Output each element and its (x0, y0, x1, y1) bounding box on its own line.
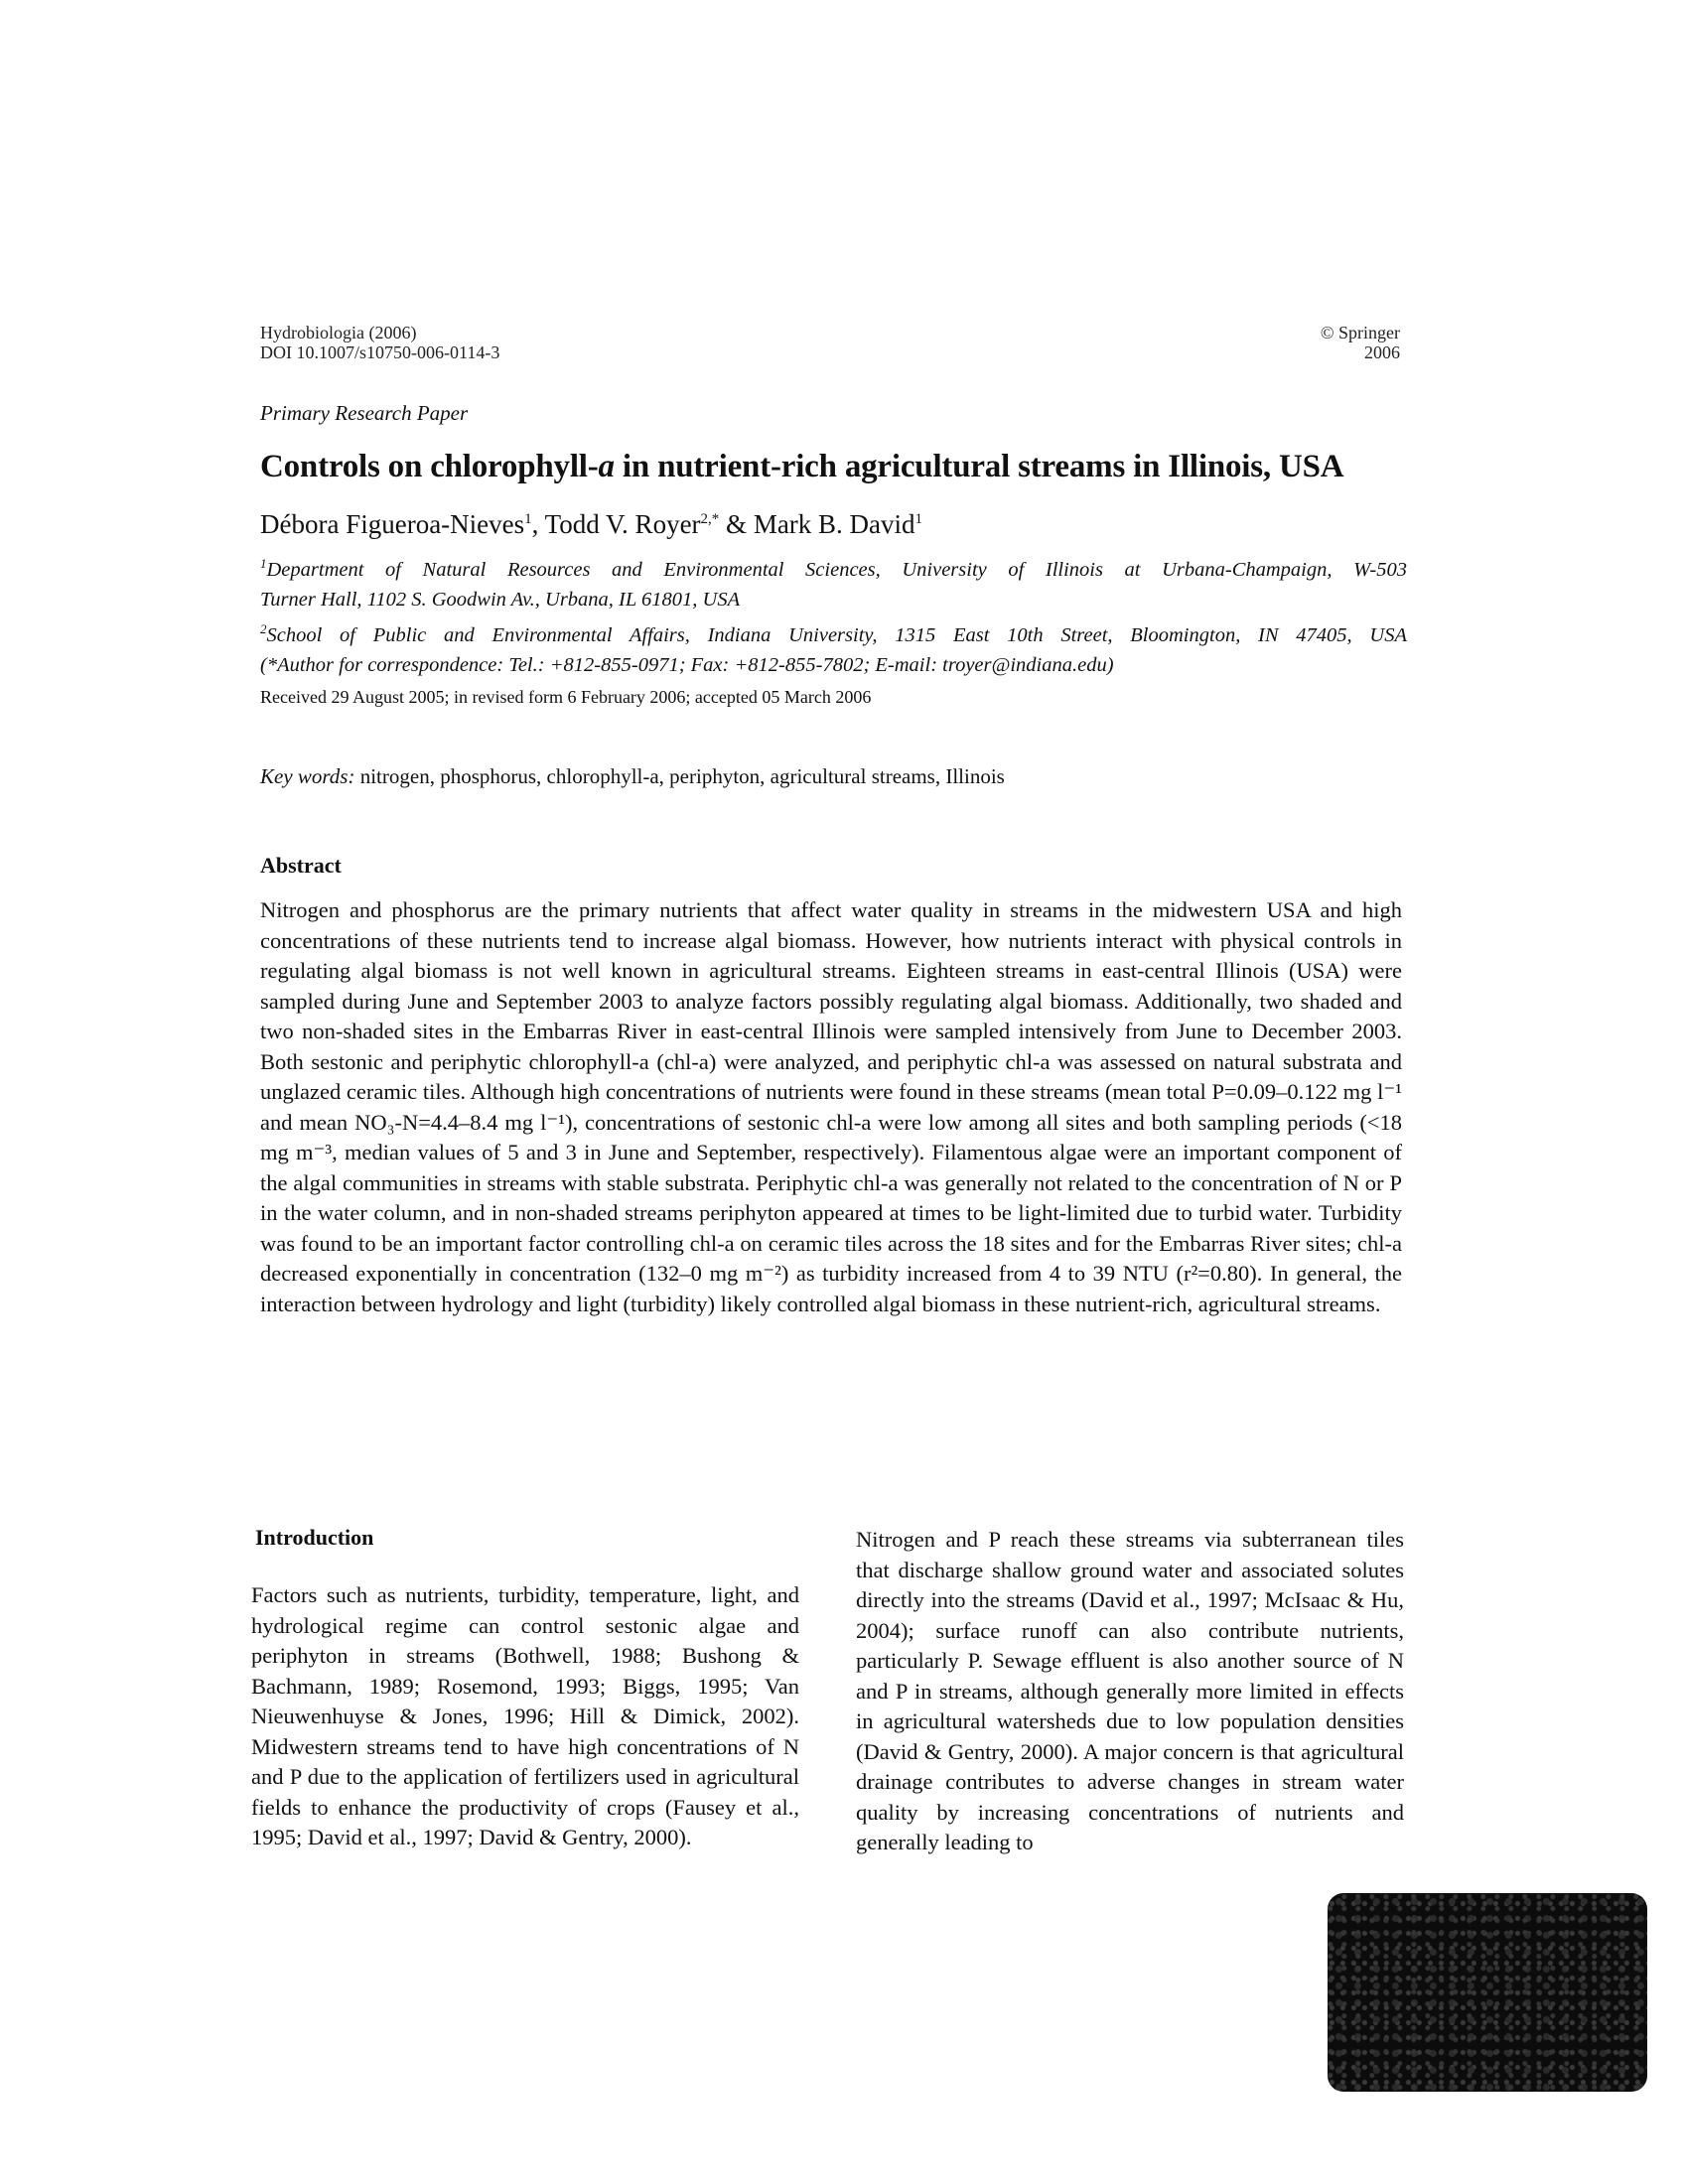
author-list (260, 509, 922, 540)
affiliation-2-text: School of Public and Environmental Affairs, Indiana University, 1315 East 10th Street, Bloomington, IN 47405, USA (266, 623, 1407, 646)
affiliation-2-sup: 2 (260, 620, 267, 636)
affiliation-2-line (260, 614, 1407, 650)
keywords-line (260, 764, 1005, 789)
introduction-left-column: Factors such as nutrients, turbidity, temperature, light, and hydrological regime can control sestonic algae and periphyton in streams (Bothwell, 1988; Bushong & Bachmann, 1989; Rosemond, 1993; Biggs, 1995; Van Nieuwenhuyse & Jones, 1996; Hill & Dimick, 2002). Midwestern streams tend to have high concentrations of N and P due to the application of fertilizers used in agricultural fields to enhance the productivity of crops (Fausey et al., 1995; David et al., 1997; David & Gentry, 2000). (251, 1582, 799, 1849)
affiliation-1-line-1 (260, 549, 1407, 585)
abstract-text: Nitrogen and phosphorus are the primary nutrients that affect water quality in streams in the midwestern USA and high concentrations of these nutrients tend to increase algal biomass. However, how nutrients interact with physical controls in regulating algal biomass is not well known in agricultural streams. Eighteen streams in east-central Illinois (USA) were sampled during June and September 2003 to analyze factors possibly regulating algal biomass. Additionally, two shaded and two non-shaded sites in the Embarras River in east-central Illinois were sampled intensively from June to December 2003. Both sestonic and periphytic chlorophyll-a (chl-a) were analyzed, and periphytic chl-a was assessed on natural substrata and unglazed ceramic tiles. Although high concentrations of nutrients were found in these streams (mean total P=0.09–0.122 mg l⁻¹ and mean NO₃-N=4.4–8.4 mg l⁻¹), concentrations of sestonic chl-a were low among all sites and both sampling periods (<18 mg m⁻³, median values of 5 and 3 in June and September, respectively). Filamentous algae were an important component of the algal communities in streams with stable substrata. Periphytic chl-a was generally not related to the concentration of N or P in the water column, and in non-shaded streams periphyton appeared at times to be light-limited due to turbid water. Turbidity was found to be an important factor controlling chl-a on ceramic tiles across the 18 sites and for the Embarras River sites; chl-a decreased exponentially in concentration (132–0 mg m⁻²) as turbidity increased from 4 to 39 NTU (r²=0.80). In general, the interaction between hydrology and light (turbidity) likely controlled algal biomass in these nutrient-rich, agricultural streams. (260, 897, 1402, 1316)
author-1: Débora Figueroa-Nieves (260, 509, 525, 539)
author-sep-1: , (531, 509, 545, 539)
affiliation-1-sup: 1 (260, 556, 267, 571)
paper-type: Primary Research Paper (260, 401, 469, 425)
journal-name: Hydrobiologia (2006) (260, 323, 417, 342)
affiliations (260, 549, 1407, 680)
copyright-notice: © Springer 2006 (1320, 323, 1400, 362)
introduction-heading: Introduction (255, 1525, 374, 1550)
affiliation-1-line-2: Turner Hall, 1102 S. Goodwin Av., Urbana, IL 61801, USA (260, 588, 741, 611)
doi-text: DOI 10.1007/s10750-006-0114-3 (260, 342, 500, 362)
correspondence-line: (*Author for correspondence: Tel.: +812-855-0971; Fax: +812-855-7802; E-mail: troyer@indiana.edu) (260, 653, 1114, 676)
journal-header (260, 323, 499, 362)
title-italic: a (598, 449, 615, 484)
keywords-list: nitrogen, phosphorus, chlorophyll-a, periphyton, agricultural streams, Illinois (354, 764, 1005, 788)
author-sep-2: & (719, 509, 754, 539)
scan-thumbnail-image (1328, 1893, 1647, 2092)
title-pre: Controls on chlorophyll- (260, 449, 599, 484)
author-3: Mark B. David (753, 509, 915, 539)
abstract-heading: Abstract (260, 853, 342, 878)
keywords-label: Key words: (260, 764, 355, 788)
author-3-sup: 1 (914, 511, 923, 527)
paper-title (260, 449, 1343, 485)
author-1-sup: 1 (524, 511, 532, 527)
affiliation-1-text: Department of Natural Resources and Environmental Sciences, University of Illinois at Urbana-Champaign, W-503 (266, 558, 1407, 581)
author-2: Todd V. Royer (544, 509, 701, 539)
title-post: in nutrient-rich agricultural streams in Illinois, USA (614, 449, 1344, 484)
author-2-sup: 2,* (700, 511, 720, 527)
received-dates: Received 29 August 2005; in revised form 6 February 2006; accepted 05 March 2006 (260, 687, 872, 707)
introduction-right-column: Nitrogen and P reach these streams via subterranean tiles that discharge shallow ground water and associated solutes directly into the streams (David et al., 1997; McIsaac & Hu, 2004); surface runoff can also contribute nutrients, particularly P. Sewage effluent is also another source of N and P in streams, although generally more limited in effects in agricultural watersheds due to low population densities (David & Gentry, 2000). A major concern is that agricultural drainage contributes to adverse changes in stream water quality by increasing concentrations of nutrients and generally leading to (856, 1527, 1404, 1854)
